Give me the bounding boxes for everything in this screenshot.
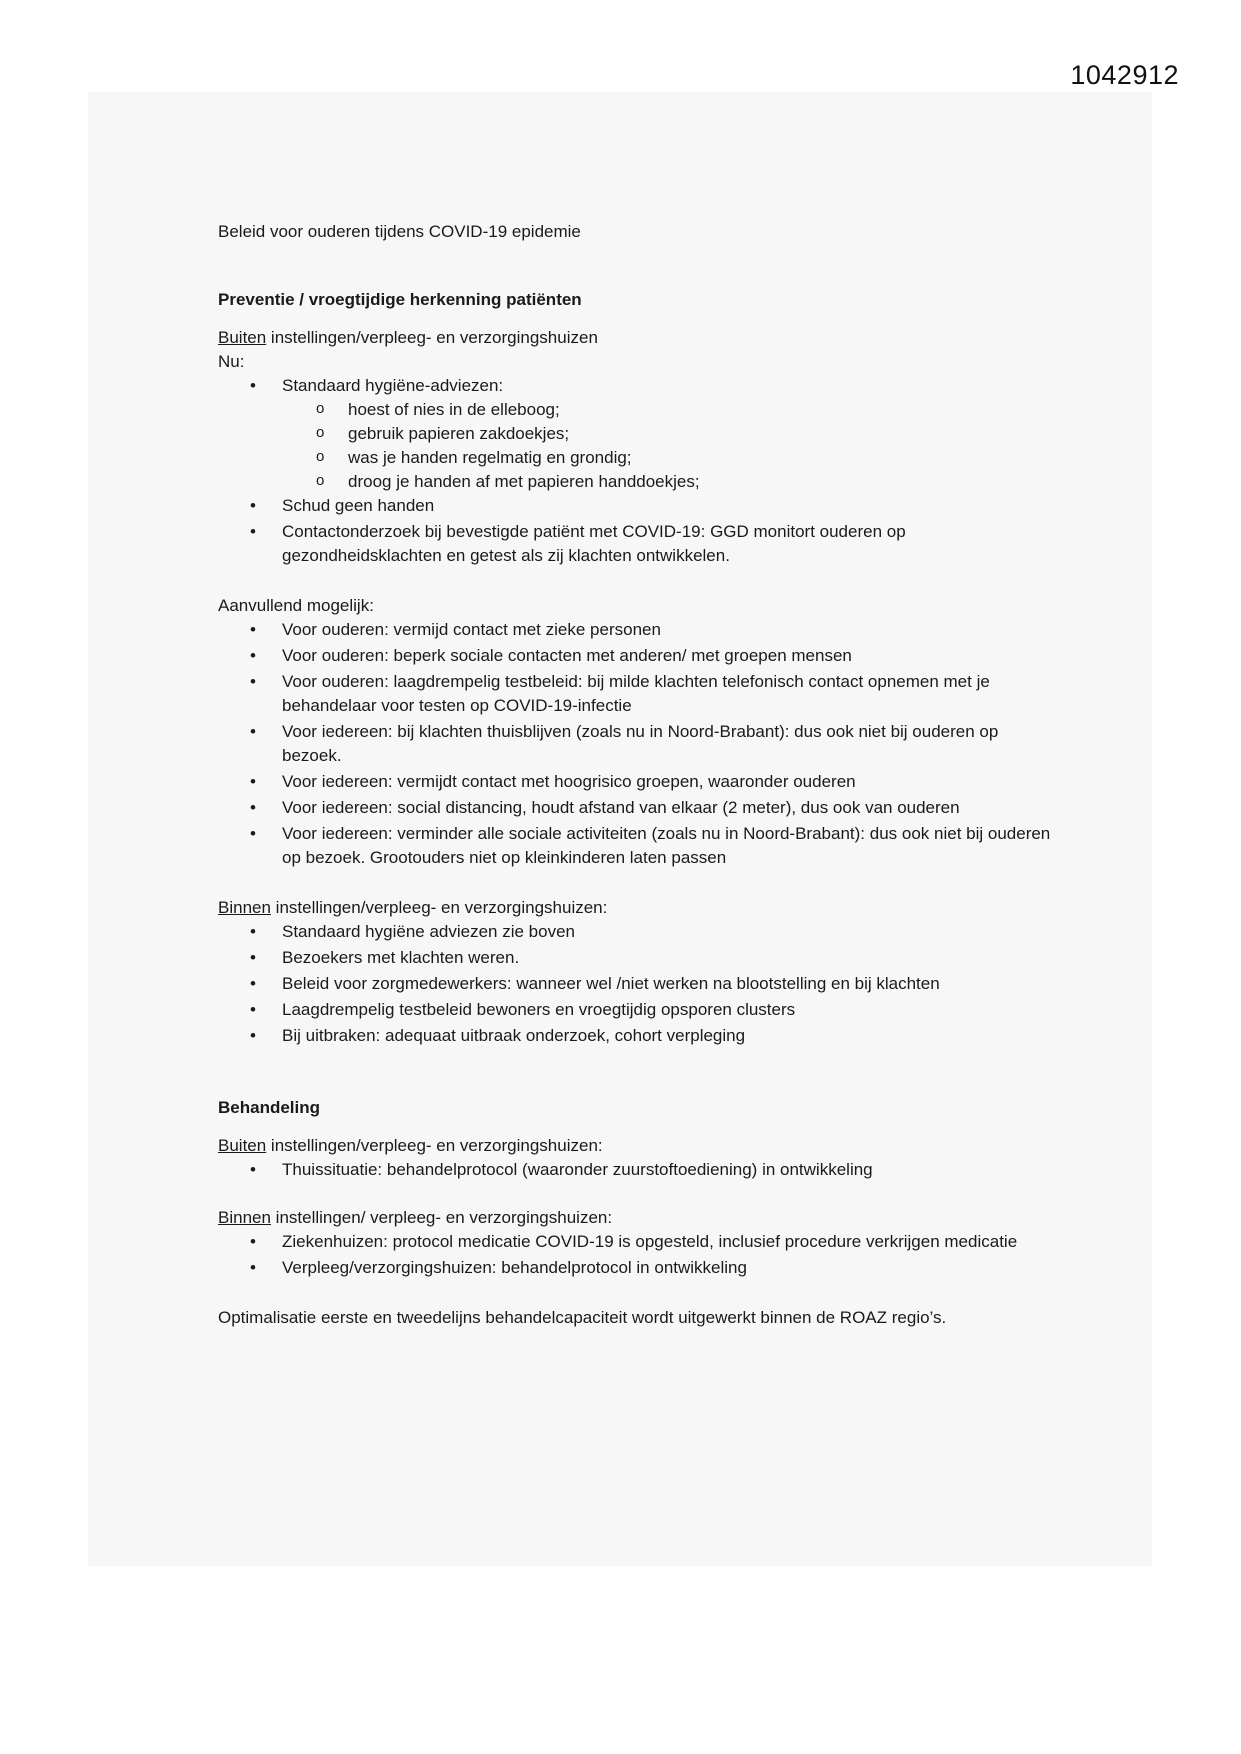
sub-list-item: o was je handen regelmatig en grondig; bbox=[218, 446, 1058, 470]
list-item: • Schud geen handen bbox=[218, 494, 1058, 518]
underlined-label: Binnen bbox=[218, 1208, 271, 1227]
list-item: • Voor iedereen: verminder alle sociale activiteiten (zoals nu in Noord-Brabant): dus ook niet bij ouderen op bezoek. Grootouders niet op kleinkinderen laten passen bbox=[218, 822, 1058, 870]
list-item: • Thuissituatie: behandelprotocol (waaronder zuurstoftoediening) in ontwikkeling bbox=[218, 1158, 1058, 1182]
list-item: • Voor iedereen: vermijdt contact met hoogrisico groepen, waaronder ouderen bbox=[218, 770, 1058, 794]
list-item: • Contactonderzoek bij bevestigde patiënt met COVID-19: GGD monitort ouderen op gezondheidsklachten en getest als zij klachten ontwikkelen. bbox=[218, 520, 1058, 568]
subheading-rest: instellingen/verpleeg- en verzorgingshuizen bbox=[266, 328, 598, 347]
underlined-label: Buiten bbox=[218, 328, 267, 347]
list-item: • Voor ouderen: beperk sociale contacten met anderen/ met groepen mensen bbox=[218, 644, 1058, 668]
list-aanvullend bbox=[218, 618, 1058, 870]
subheading-rest: instellingen/verpleeg- en verzorgingshuizen: bbox=[270, 898, 608, 917]
list-buiten-behandeling bbox=[218, 1158, 1058, 1182]
list-item: • Laagdrempelig testbeleid bewoners en vroegtijdig opsporen clusters bbox=[218, 998, 1058, 1022]
document-id: 1042912 bbox=[1070, 60, 1179, 90]
list-buiten-preventie bbox=[218, 374, 1058, 568]
underlined-label: Buiten bbox=[218, 1136, 267, 1155]
list-item: • Voor iedereen: social distancing, houdt afstand van elkaar (2 meter), dus ook van ouderen bbox=[218, 796, 1058, 820]
list-item: • Bij uitbraken: adequaat uitbraak onderzoek, cohort verpleging bbox=[218, 1024, 1058, 1048]
subheading-binnen-behandeling bbox=[218, 1206, 1058, 1230]
document-body bbox=[218, 220, 1058, 1330]
list-item: • Verpleeg/verzorgingshuizen: behandelprotocol in ontwikkeling bbox=[218, 1256, 1058, 1280]
heading-behandeling: Behandeling bbox=[218, 1098, 321, 1117]
list-binnen-preventie bbox=[218, 920, 1058, 1048]
label-nu: Nu: bbox=[218, 352, 245, 371]
list-binnen-behandeling bbox=[218, 1230, 1058, 1280]
subheading-binnen-preventie bbox=[218, 896, 1058, 920]
heading-preventie: Preventie / vroegtijdige herkenning patiënten bbox=[218, 290, 582, 309]
sub-list-item: o hoest of nies in de elleboog; bbox=[218, 398, 1058, 422]
list-item: • Standaard hygiëne-adviezen: bbox=[218, 374, 1058, 398]
sub-list-item: o droog je handen af met papieren handdoekjes; bbox=[218, 470, 1058, 494]
list-item: • Voor ouderen: vermijd contact met zieke personen bbox=[218, 618, 1058, 642]
closing-statement: Optimalisatie eerste en tweedelijns behandelcapaciteit wordt uitgewerkt binnen de ROAZ regio’s. bbox=[218, 1308, 947, 1327]
list-item: • Voor ouderen: laagdrempelig testbeleid: bij milde klachten telefonisch contact opnemen met je behandelaar voor testen op COVID-19-infectie bbox=[218, 670, 1058, 718]
subheading-buiten-behandeling bbox=[218, 1134, 1058, 1158]
list-item: • Beleid voor zorgmedewerkers: wanneer wel /niet werken na blootstelling en bij klachten bbox=[218, 972, 1058, 996]
list-item: • Voor iedereen: bij klachten thuisblijven (zoals nu in Noord-Brabant): dus ook niet bij ouderen op bezoek. bbox=[218, 720, 1058, 768]
subheading-rest: instellingen/verpleeg- en verzorgingshuizen: bbox=[266, 1136, 603, 1155]
subheading-buiten-preventie bbox=[218, 326, 1058, 350]
sub-list-item: o gebruik papieren zakdoekjes; bbox=[218, 422, 1058, 446]
list-item: • Ziekenhuizen: protocol medicatie COVID-19 is opgesteld, inclusief procedure verkrijgen medicatie bbox=[218, 1230, 1058, 1254]
underlined-label: Binnen bbox=[218, 898, 271, 917]
label-aanvullend: Aanvullend mogelijk: bbox=[218, 596, 374, 615]
subheading-rest: instellingen/ verpleeg- en verzorgingshuizen: bbox=[270, 1208, 613, 1227]
document-title: Beleid voor ouderen tijdens COVID-19 epidemie bbox=[218, 222, 581, 241]
list-item: • Standaard hygiëne adviezen zie boven bbox=[218, 920, 1058, 944]
list-item: • Bezoekers met klachten weren. bbox=[218, 946, 1058, 970]
